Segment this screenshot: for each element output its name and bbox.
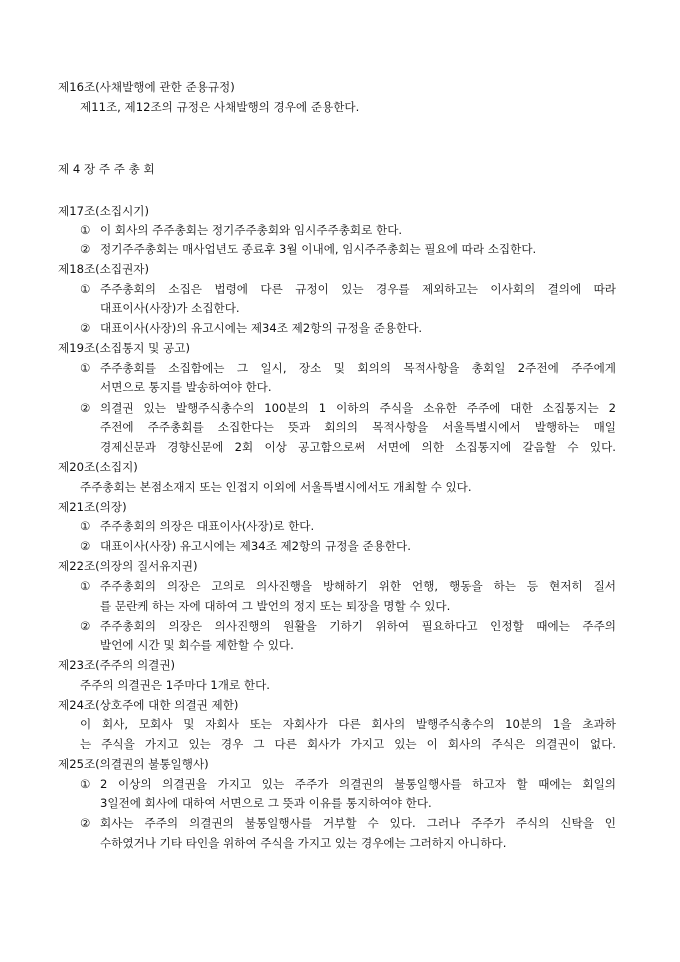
article-23-title: 제23조(주주의 의결권) — [58, 658, 176, 672]
article-18-item-1-line-1: 주주총회의 소집은 법령에 다른 규정이 있는 경우를 제외하고는 이사회의 결의에 따라 — [100, 282, 616, 296]
article-18-item-1-line-2: 대표이사(사장)가 소집한다. — [100, 301, 240, 315]
article-18-title: 제18조(소집권자) — [58, 262, 149, 276]
article-22-item-2-mark: ② — [80, 619, 91, 633]
article-19-item-1-line-2: 서면으로 통지를 발송하여야 한다. — [100, 380, 272, 394]
article-22-item-2-line-1: 주주총회의 의장은 의사진행의 원활을 기하기 위하여 필요하다고 인정할 때에는 주주의 — [100, 619, 616, 633]
article-23-body: 주주의 의결권은 1주마다 1개로 한다. — [80, 678, 270, 692]
article-16-body: 제11조, 제12조의 규정은 사채발행의 경우에 준용한다. — [80, 100, 360, 114]
article-22-item-1-line-1: 주주총회의 의장은 고의로 의사진행을 방해하기 위한 언행, 행동을 하는 등 현저히 질서 — [100, 579, 616, 593]
article-22-title: 제22조(의장의 질서유지권) — [58, 559, 198, 573]
article-25-item-2-line-2: 수하였거나 기타 타인을 위하여 주식을 가지고 있는 경우에는 그러하지 아니하다. — [100, 836, 507, 850]
article-24-title: 제24조(상호주에 대한 의결권 제한) — [58, 698, 239, 712]
article-22-item-2-line-2: 발언에 시간 및 회수를 제한할 수 있다. — [100, 638, 294, 652]
article-20-title: 제20조(소집지) — [58, 460, 138, 474]
article-22-item-1-line-2: 를 문란케 하는 자에 대하여 그 발언의 정지 또는 퇴장을 명할 수 있다. — [100, 599, 451, 613]
article-17-item-1-mark: ① — [80, 223, 91, 237]
article-19-title: 제19조(소집통지 및 공고) — [58, 341, 190, 355]
article-25-item-1-mark: ① — [80, 777, 91, 791]
article-20-body: 주주총회는 본점소재지 또는 인접지 이외에 서울특별시에서도 개최할 수 있다. — [80, 480, 472, 494]
article-19-item-1-line-1: 주주총회를 소집함에는 그 일시, 장소 및 회의의 목적사항을 총회일 2주전에 주주에게 — [100, 361, 616, 375]
article-19-item-2-mark: ② — [80, 401, 91, 415]
article-25-item-1-line-1: 2 이상의 의결권을 가지고 있는 주주가 의결권의 불통일행사를 하고자 할 때에는 회일의 — [100, 777, 616, 791]
article-19-item-1-mark: ① — [80, 361, 91, 375]
article-25-item-2-line-1: 회사는 주주의 의결권의 불통일행사를 거부할 수 있다. 그러나 주주가 주식의 신탁을 인 — [100, 816, 616, 830]
article-17-item-1-text: 이 회사의 주주총회는 정기주주총회와 임시주주총회로 한다. — [100, 223, 403, 237]
article-19-item-2-line-1: 의결권 있는 발행주식총수의 100분의 1 이하의 주식을 소유한 주주에 대한 소집통지는 2 — [100, 401, 616, 415]
article-21-item-1-mark: ① — [80, 519, 91, 533]
article-25-item-1-line-2: 3일전에 회사에 대하여 서면으로 그 뜻과 이유를 통지하여야 한다. — [100, 796, 432, 810]
article-21-title: 제21조(의장) — [58, 500, 127, 514]
article-25-title: 제25조(의결권의 불통일행사) — [58, 757, 209, 771]
article-25-item-2-mark: ② — [80, 816, 91, 830]
article-22-item-1-mark: ① — [80, 579, 91, 593]
article-21-item-2-mark: ② — [80, 539, 91, 553]
article-24-line-2: 는 주식을 가지고 있는 경우 그 다른 회사가 가지고 있는 이 회사의 주식은 의결권이 없다. — [80, 737, 616, 751]
article-16-title: 제16조(사채발행에 관한 준용규정) — [58, 80, 235, 94]
article-21-item-1-text: 주주총회의 의장은 대표이사(사장)로 한다. — [100, 519, 315, 533]
chapter-4-title: 제 4 장 주 주 총 회 — [58, 162, 155, 176]
article-18-item-2-mark: ② — [80, 321, 91, 335]
article-24-line-1: 이 회사, 모회사 및 자회사 또는 자회사가 다른 회사의 발행주식총수의 10분의 1을 초과하 — [80, 717, 616, 731]
article-17-item-2-mark: ② — [80, 242, 91, 256]
article-17-item-2-text: 정기주주총회는 매사업년도 종료후 3월 이내에, 임시주주총회는 필요에 따라 소집한다. — [100, 242, 537, 256]
article-18-item-1-mark: ① — [80, 282, 91, 296]
article-21-item-2-text: 대표이사(사장) 유고시에는 제34조 제2항의 규정을 준용한다. — [100, 539, 411, 553]
article-19-item-2-line-3: 경제신문과 경향신문에 2회 이상 공고함으로써 서면에 의한 소집통지에 갈음할 수 있다. — [100, 440, 616, 454]
article-17-title: 제17조(소집시기) — [58, 204, 149, 218]
article-18-item-2-text: 대표이사(사장)의 유고시에는 제34조 제2항의 규정을 준용한다. — [100, 321, 423, 335]
article-19-item-2-line-2: 주전에 주주총회를 소집한다는 뜻과 회의의 목적사항을 서울특별시에서 발행하는 매일 — [100, 420, 616, 434]
